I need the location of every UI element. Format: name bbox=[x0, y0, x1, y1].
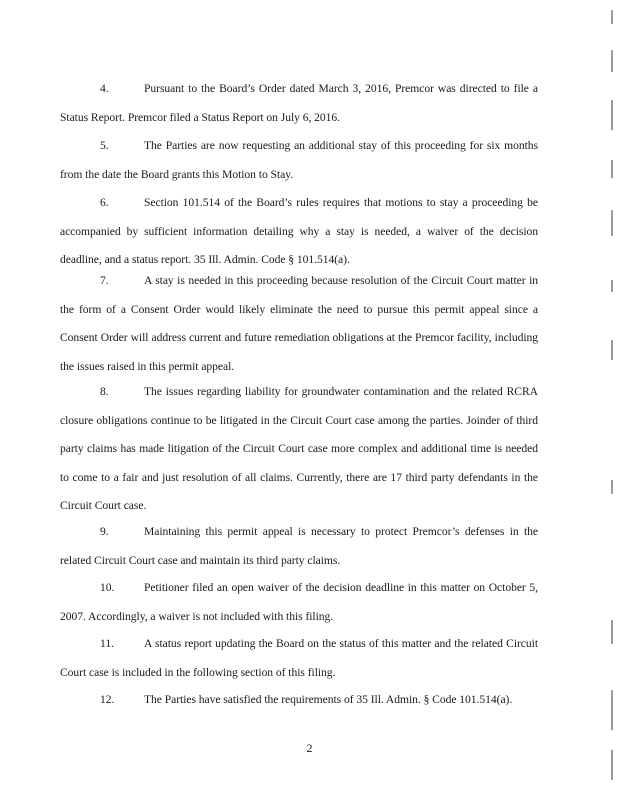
paragraph-text: The issues regarding liability for groundwater contamination and the related RCRA closure obligations continue to be litigated in the Circuit Court case among the parties. Joinder of third party claims has made litigation of the Circuit Court case more complex and additional time is needed to come to a fair and just resolution of all claims. Currently, there are 17 third party defendants in the Circuit Court case. bbox=[60, 385, 538, 513]
scan-mark bbox=[611, 690, 613, 730]
scan-edge-marks bbox=[610, 10, 613, 790]
paragraph-number: 8. bbox=[100, 385, 109, 398]
paragraph-7 bbox=[60, 267, 538, 381]
scan-mark bbox=[611, 340, 613, 360]
paragraph-12 bbox=[60, 686, 538, 715]
scan-mark bbox=[611, 50, 613, 72]
paragraph-text: A stay is needed in this proceeding because resolution of the Circuit Court matter in the form of a Consent Order would likely eliminate the need to pursue this permit appeal since a Consent Order will address current and future remediation obligations at the Premcor facility, including the issues raised in this permit appeal. bbox=[60, 274, 538, 373]
scan-mark bbox=[611, 620, 613, 644]
paragraph-11 bbox=[60, 630, 538, 687]
paragraph-text: Section 101.514 of the Board’s rules requires that motions to stay a proceeding be accompanied by sufficient information detailing why a stay is needed, a waiver of the decision deadline, and a status report. 35 Ill. Admin. Code § 101.514(a). bbox=[60, 196, 538, 267]
paragraph-number: 9. bbox=[100, 525, 109, 538]
paragraph-text: Maintaining this permit appeal is necessary to protect Premcor’s defenses in the related Circuit Court case and maintain its third party claims. bbox=[60, 525, 538, 567]
paragraph-number: 12. bbox=[100, 693, 115, 706]
paragraph-number: 10. bbox=[100, 581, 115, 594]
scan-mark bbox=[611, 280, 613, 292]
paragraph-text: The Parties are now requesting an additional stay of this proceeding for six months from the date the Board grants this Motion to Stay. bbox=[60, 139, 538, 181]
scan-mark bbox=[611, 480, 613, 494]
paragraph-8 bbox=[60, 378, 538, 521]
paragraph-5 bbox=[60, 132, 538, 189]
paragraph-number: 7. bbox=[100, 274, 109, 287]
scan-mark bbox=[611, 10, 613, 24]
scan-mark bbox=[611, 210, 613, 236]
scan-mark bbox=[611, 160, 613, 178]
scan-mark bbox=[611, 100, 613, 130]
paragraph-text: A status report updating the Board on the status of this matter and the related Circuit Court case is included in the following section of this filing. bbox=[60, 637, 538, 679]
paragraph-text: Petitioner filed an open waiver of the decision deadline in this matter on October 5, 2007. Accordingly, a waiver is not included with this filing. bbox=[60, 581, 538, 623]
paragraph-number: 11. bbox=[100, 637, 114, 650]
paragraph-text: The Parties have satisfied the requirements of 35 Ill. Admin. § Code 101.514(a). bbox=[144, 693, 513, 706]
paragraph-number: 6. bbox=[100, 196, 109, 209]
page-number: 2 bbox=[306, 741, 313, 755]
paragraph-text: Pursuant to the Board’s Order dated March 3, 2016, Premcor was directed to file a Status Report. Premcor filed a Status Report on July 6, 2016. bbox=[60, 82, 538, 124]
paragraph-4 bbox=[60, 75, 538, 132]
paragraph-10 bbox=[60, 574, 538, 631]
scan-mark bbox=[611, 750, 613, 780]
paragraph-9 bbox=[60, 518, 538, 575]
paragraph-6 bbox=[60, 189, 538, 275]
paragraph-number: 4. bbox=[100, 82, 109, 95]
paragraph-number: 5. bbox=[100, 139, 109, 152]
